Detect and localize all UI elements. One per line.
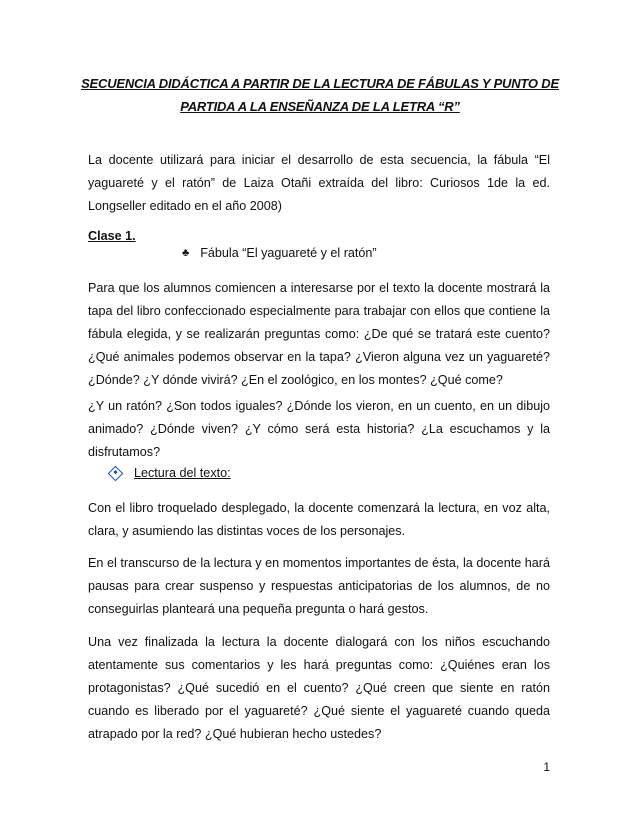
paragraph-dialogue: Una vez finalizada la lectura la docente dialogará con los niños escuchando atentamente sus comentarios y les hará preguntas como: ¿Quiénes eran los protagonistas? ¿Qué sucedió en el cuento? ¿Qué creen que siente en ratón cuando es liberado por el yaguareté? ¿Qué siente el yaguareté cuando queda atrapado por la red? ¿Qué hubieran hecho ustedes? [88, 635, 550, 741]
intro-paragraph: La docente utilizará para iniciar el desarrollo de esta secuencia, la fábula “El yaguareté y el ratón” de Laiza Otañi extraída del libro: Curiosos 1de la ed. Longseller editado en el año 2008) [88, 153, 550, 213]
club-icon: ♣ [182, 247, 190, 259]
page-number: 1 [543, 760, 550, 774]
diamond-bullet-icon [108, 466, 124, 482]
paragraph-intro-questions: Para que los alumnos comiencen a interesarse por el texto la docente mostrará la tapa del libro confeccionado especialmente para trabajar con ellos que contiene la fábula elegida, y se realizarán preguntas como: ¿De qué se tratará este cuento? ¿Qué animales podemos observar en la tapa? ¿Vieron alguna vez un yaguareté? ¿Dónde? ¿Y dónde vivirá? ¿En el zoológico, en los montes? ¿Qué come? [88, 281, 550, 387]
paragraph-reading: Con el libro troquelado desplegado, la docente comenzará la lectura, en voz alta, clara, y asumiendo las distintas voces de los personajes. [88, 501, 550, 538]
document-title [70, 72, 570, 118]
fable-heading-line [182, 242, 377, 265]
lectura-heading: Lectura del texto: [134, 466, 231, 480]
paragraph-pauses: En el transcurso de la lectura y en momentos importantes de ésta, la docente hará pausas para crear suspenso y respuestas anticipatorias de los alumnos, de no conseguirlas planteará una pequeña pregunta o hará gestos. [88, 556, 550, 616]
title-line-2: PARTIDA A LA ENSEÑANZA DE LA LETRA “R” [180, 99, 460, 114]
clase-heading: Clase 1. [88, 229, 136, 243]
paragraph-raton-questions: ¿Y un ratón? ¿Son todos iguales? ¿Dónde los vieron, en un cuento, en un dibujo animado? ¿Dónde viven? ¿Y cómo será esta historia? ¿La escuchamos y la disfrutamos? [88, 399, 550, 459]
title-line-1: SECUENCIA DIDÁCTICA A PARTIR DE LA LECTURA DE FÁBULAS Y PUNTO DE [81, 76, 559, 91]
lectura-heading-line [108, 462, 231, 485]
fable-heading: Fábula “El yaguareté y el ratón” [200, 246, 377, 260]
